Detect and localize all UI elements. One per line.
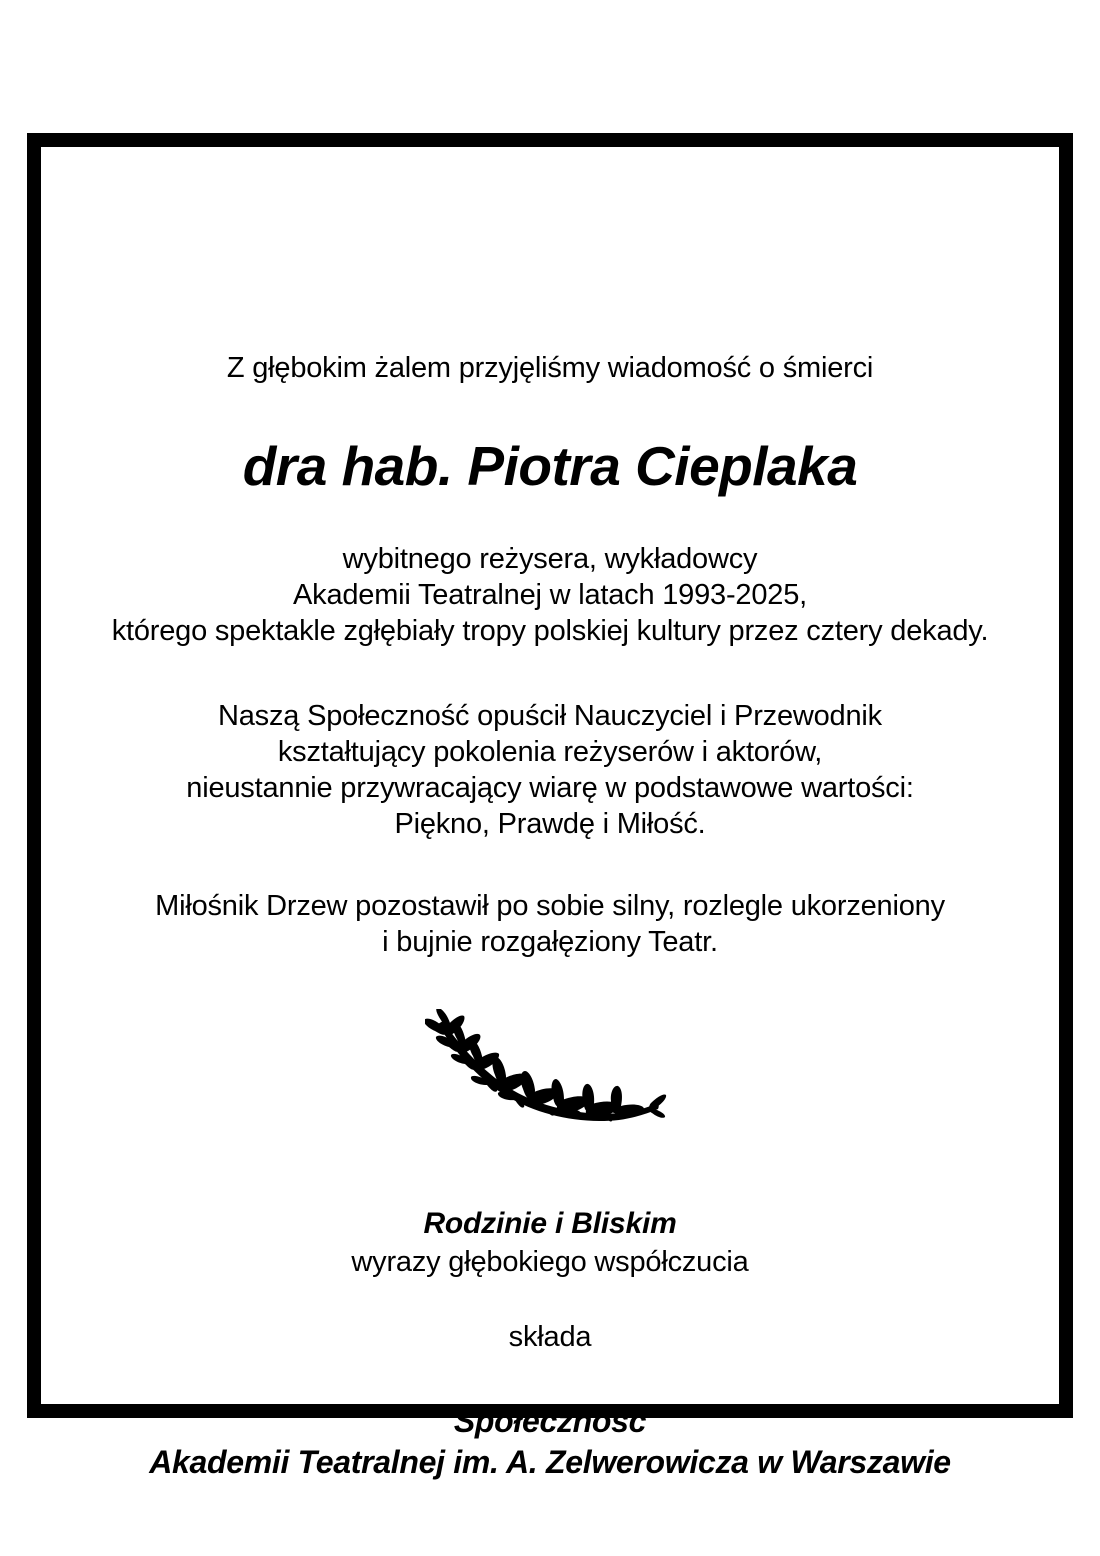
closing-line-1: Miłośnik Drzew pozostawił po sobie silny, rozlegle ukorzeniony	[155, 890, 945, 922]
closing-block	[41, 892, 1059, 964]
notice-body	[41, 147, 1059, 1480]
mourning-frame	[27, 133, 1073, 1480]
description-line-2: Akademii Teatralnej w latach 1993-2025,	[293, 579, 807, 611]
tribute-line-2: kształtujący pokolenia reżyserów i aktorów,	[277, 736, 823, 768]
ornament-container	[41, 1009, 1059, 1139]
signoff-verb: składa	[508, 1321, 592, 1353]
closing-line-2: i bujnie rozgałęziony Teatr.	[382, 926, 718, 958]
laurel-branch-icon	[425, 1009, 675, 1139]
tribute-line-3: nieustannie przywracający wiarę w podstawowe wartości:	[186, 772, 914, 804]
signoff-verb-block	[41, 1323, 1059, 1352]
condolence-addressee: Rodzinie i Bliskim	[423, 1207, 677, 1240]
tribute-block	[41, 702, 1059, 846]
description-line-1: wybitnego reżysera, wykładowcy	[342, 543, 758, 575]
signature-block	[41, 1405, 1059, 1487]
description-block	[41, 545, 1059, 653]
description-line-3: którego spektakle zgłębiały tropy polskiej kultury przez cztery dekady.	[111, 615, 989, 647]
condolence-message: wyrazy głębokiego współczucia	[351, 1246, 749, 1278]
tribute-line-1: Naszą Społeczność opuścił Nauczyciel i Przewodnik	[218, 700, 882, 732]
intro-line: Z głębokim żalem przyjęliśmy wiadomość o śmierci	[226, 352, 874, 384]
signature-line-2: Akademii Teatralnej im. A. Zelwerowicza w Warszawie	[149, 1444, 951, 1480]
mourning-frame-inner	[41, 147, 1059, 1480]
condolence-block	[41, 1209, 1059, 1277]
signature-line-1: Społeczność	[453, 1403, 647, 1439]
deceased-name: dra hab. Piotra Cieplaka	[242, 435, 858, 497]
tribute-line-4: Piękno, Prawdę i Miłość.	[394, 808, 706, 840]
